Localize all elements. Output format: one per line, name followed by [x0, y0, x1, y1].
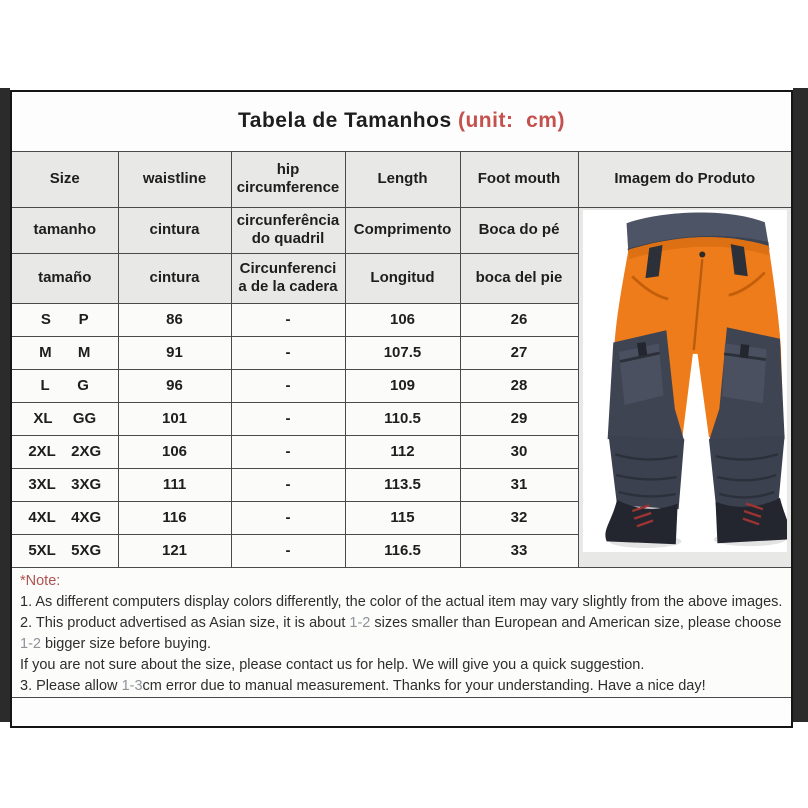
foot-value: 32 [460, 501, 578, 534]
right-edge-bar [793, 88, 808, 722]
size-alt: P [78, 311, 89, 328]
note-line-4 [20, 676, 783, 697]
col-header-size: Size [11, 151, 118, 207]
size-intl: 4XL [28, 509, 56, 526]
size-intl: M [39, 344, 52, 361]
empty-footer-row [11, 697, 792, 727]
size-cell [11, 402, 118, 435]
header-row-portuguese [11, 207, 792, 253]
notes-row [11, 567, 792, 697]
col-header-waistline-es: cintura [118, 253, 231, 303]
foot-value: 26 [460, 303, 578, 336]
hip-value: - [231, 303, 345, 336]
note-line-1: 1. As different computers display colors differently, the color of the actual item may vary slightly from the above images. [20, 593, 783, 610]
waist-value: 101 [118, 402, 231, 435]
col-header-product-image: Imagem do Produto [578, 151, 792, 207]
empty-cell [11, 697, 792, 727]
col-header-size-pt: tamanho [11, 207, 118, 253]
size-alt: G [77, 377, 89, 394]
size-cell [11, 501, 118, 534]
foot-value: 33 [460, 534, 578, 567]
size-cell [11, 534, 118, 567]
note-text: cm error due to manual measurement. Thanks for your understanding. Have a nice day! [142, 677, 706, 694]
note-line-3: If you are not sure about the size, please contact us for help. We will give you a quick suggestion. [20, 656, 645, 673]
page-title [11, 91, 792, 151]
col-header-foot-mouth: Foot mouth [460, 151, 578, 207]
unit-label: (unit: cm) [457, 109, 565, 133]
length-value: 115 [345, 501, 460, 534]
note-text: bigger size before buying. [40, 635, 212, 652]
col-header-hip-es: Circunferenci a de la cadera [231, 253, 345, 303]
col-header-length: Length [345, 151, 460, 207]
hip-value: - [231, 435, 345, 468]
length-value: 110.5 [345, 402, 460, 435]
product-image-cell [578, 207, 792, 567]
col-header-hip-pt: circunferência do quadril [231, 207, 345, 253]
col-header-length-es: Longitud [345, 253, 460, 303]
header-row-english [11, 151, 792, 207]
size-intl: S [40, 311, 51, 328]
size-alt: GG [72, 410, 97, 427]
size-cell [11, 468, 118, 501]
note-range: 1-2 [20, 635, 41, 652]
table-title-row [11, 91, 792, 151]
length-value: 112 [345, 435, 460, 468]
hip-value: - [231, 468, 345, 501]
waist-value: 86 [118, 303, 231, 336]
waist-value: 91 [118, 336, 231, 369]
size-alt: M [77, 344, 91, 361]
foot-value: 29 [460, 402, 578, 435]
note-text: 2. This product advertised as Asian size, it is about [20, 614, 350, 631]
col-header-foot-mouth-pt: Boca do pé [460, 207, 578, 253]
size-alt: 3XG [71, 476, 102, 493]
size-cell [11, 303, 118, 336]
size-chart-table [10, 90, 793, 728]
note-text: sizes smaller than European and American size, please choose [370, 614, 782, 631]
hip-value: - [231, 534, 345, 567]
notes-block [11, 567, 792, 697]
size-intl: XL [33, 410, 53, 427]
col-header-waistline-pt: cintura [118, 207, 231, 253]
foot-value: 28 [460, 369, 578, 402]
hip-value: - [231, 369, 345, 402]
col-header-size-es: tamaño [11, 253, 118, 303]
waist-value: 111 [118, 468, 231, 501]
size-alt: 4XG [71, 509, 102, 526]
hip-value: - [231, 402, 345, 435]
col-header-length-pt: Comprimento [345, 207, 460, 253]
length-value: 107.5 [345, 336, 460, 369]
size-cell [11, 336, 118, 369]
length-value: 106 [345, 303, 460, 336]
size-cell [11, 435, 118, 468]
waist-value: 106 [118, 435, 231, 468]
waist-value: 116 [118, 501, 231, 534]
length-value: 109 [345, 369, 460, 402]
note-text: 3. Please allow [20, 677, 122, 694]
size-alt: 2XG [71, 443, 102, 460]
product-image [583, 210, 788, 553]
waist-value: 121 [118, 534, 231, 567]
left-edge-bar [0, 88, 10, 722]
foot-value: 31 [460, 468, 578, 501]
size-cell [11, 369, 118, 402]
note-range: 1-2 [349, 614, 371, 631]
length-value: 116.5 [345, 534, 460, 567]
size-intl: L [40, 377, 50, 394]
length-value: 113.5 [345, 468, 460, 501]
size-intl: 2XL [28, 443, 56, 460]
col-header-waistline: waistline [118, 151, 231, 207]
size-alt: 5XG [71, 542, 102, 559]
note-label: *Note: [20, 572, 61, 589]
waist-value: 96 [118, 369, 231, 402]
title-text: Tabela de Tamanhos [238, 109, 452, 133]
col-header-foot-mouth-es: boca del pie [460, 253, 578, 303]
foot-value: 30 [460, 435, 578, 468]
col-header-hip: hip circumference [231, 151, 345, 207]
foot-value: 27 [460, 336, 578, 369]
size-intl: 5XL [28, 542, 56, 559]
size-intl: 3XL [28, 476, 56, 493]
hip-value: - [231, 501, 345, 534]
note-line-2 [20, 613, 783, 655]
hip-value: - [231, 336, 345, 369]
note-range: 1-3 [121, 677, 143, 694]
